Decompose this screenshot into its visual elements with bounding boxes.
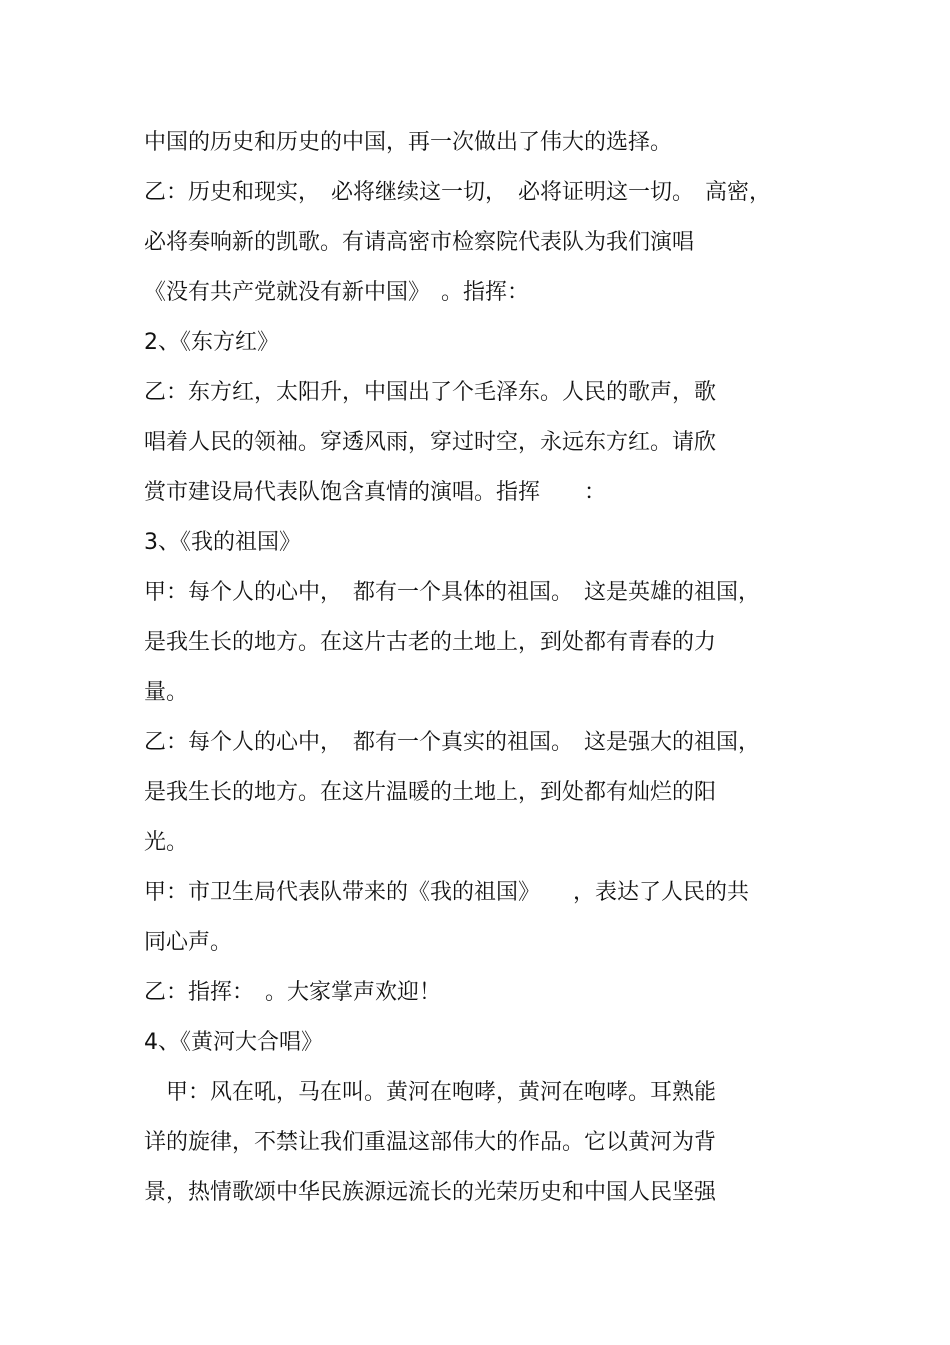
text-line: 甲：每个人的心中， 都有一个具体的祖国。 这是英雄的祖国， bbox=[144, 580, 761, 605]
text-line: 乙：历史和现实， 必将继续这一切， 必将证明这一切。 高密， bbox=[144, 180, 772, 205]
text-line: 是我生长的地方。在这片古老的土地上，到处都有青春的力 bbox=[144, 630, 717, 655]
text-line: 量。 bbox=[144, 680, 189, 705]
text-line: 同心声。 bbox=[144, 930, 233, 955]
section-heading: 4、《黄河大合唱》 bbox=[144, 1030, 323, 1055]
text-line: 必将奏响新的凯歌。有请高密市检察院代表队为我们演唱 bbox=[144, 230, 695, 255]
text-line: 乙：指挥： 。大家掌声欢迎！ bbox=[144, 980, 442, 1005]
section-heading: 3、《我的祖国》 bbox=[144, 530, 301, 555]
text-line: 《没有共产党就没有新中国》 。指挥： bbox=[144, 280, 530, 305]
text-line: 是我生长的地方。在这片温暖的土地上，到处都有灿烂的阳 bbox=[144, 780, 717, 805]
text-line: 光。 bbox=[144, 830, 189, 855]
text-line: 景，热情歌颂中华民族源远流长的光荣历史和中国人民坚强 bbox=[144, 1180, 717, 1205]
text-line: 赏市建设局代表队饱含真情的演唱。指挥 ： bbox=[144, 480, 607, 505]
text-line: 乙：每个人的心中， 都有一个真实的祖国。 这是强大的祖国， bbox=[144, 730, 761, 755]
text-line: 乙：东方红，太阳升，中国出了个毛泽东。人民的歌声，歌 bbox=[144, 380, 717, 405]
text-line: 详的旋律，不禁让我们重温这部伟大的作品。它以黄河为背 bbox=[144, 1130, 717, 1155]
text-line: 唱着人民的领袖。穿透风雨，穿过时空，永远东方红。请欣 bbox=[144, 430, 717, 455]
section-heading: 2、《东方红》 bbox=[144, 330, 279, 355]
text-line: 甲：风在吼，马在叫。黄河在咆哮，黄河在咆哮。耳熟能 bbox=[144, 1080, 717, 1105]
text-line: 甲：市卫生局代表队带来的《我的祖国》 ，表达了人民的共 bbox=[144, 880, 750, 905]
document-body bbox=[144, 118, 804, 1218]
text-line: 中国的历史和历史的中国，再一次做出了伟大的选择。 bbox=[144, 130, 673, 155]
